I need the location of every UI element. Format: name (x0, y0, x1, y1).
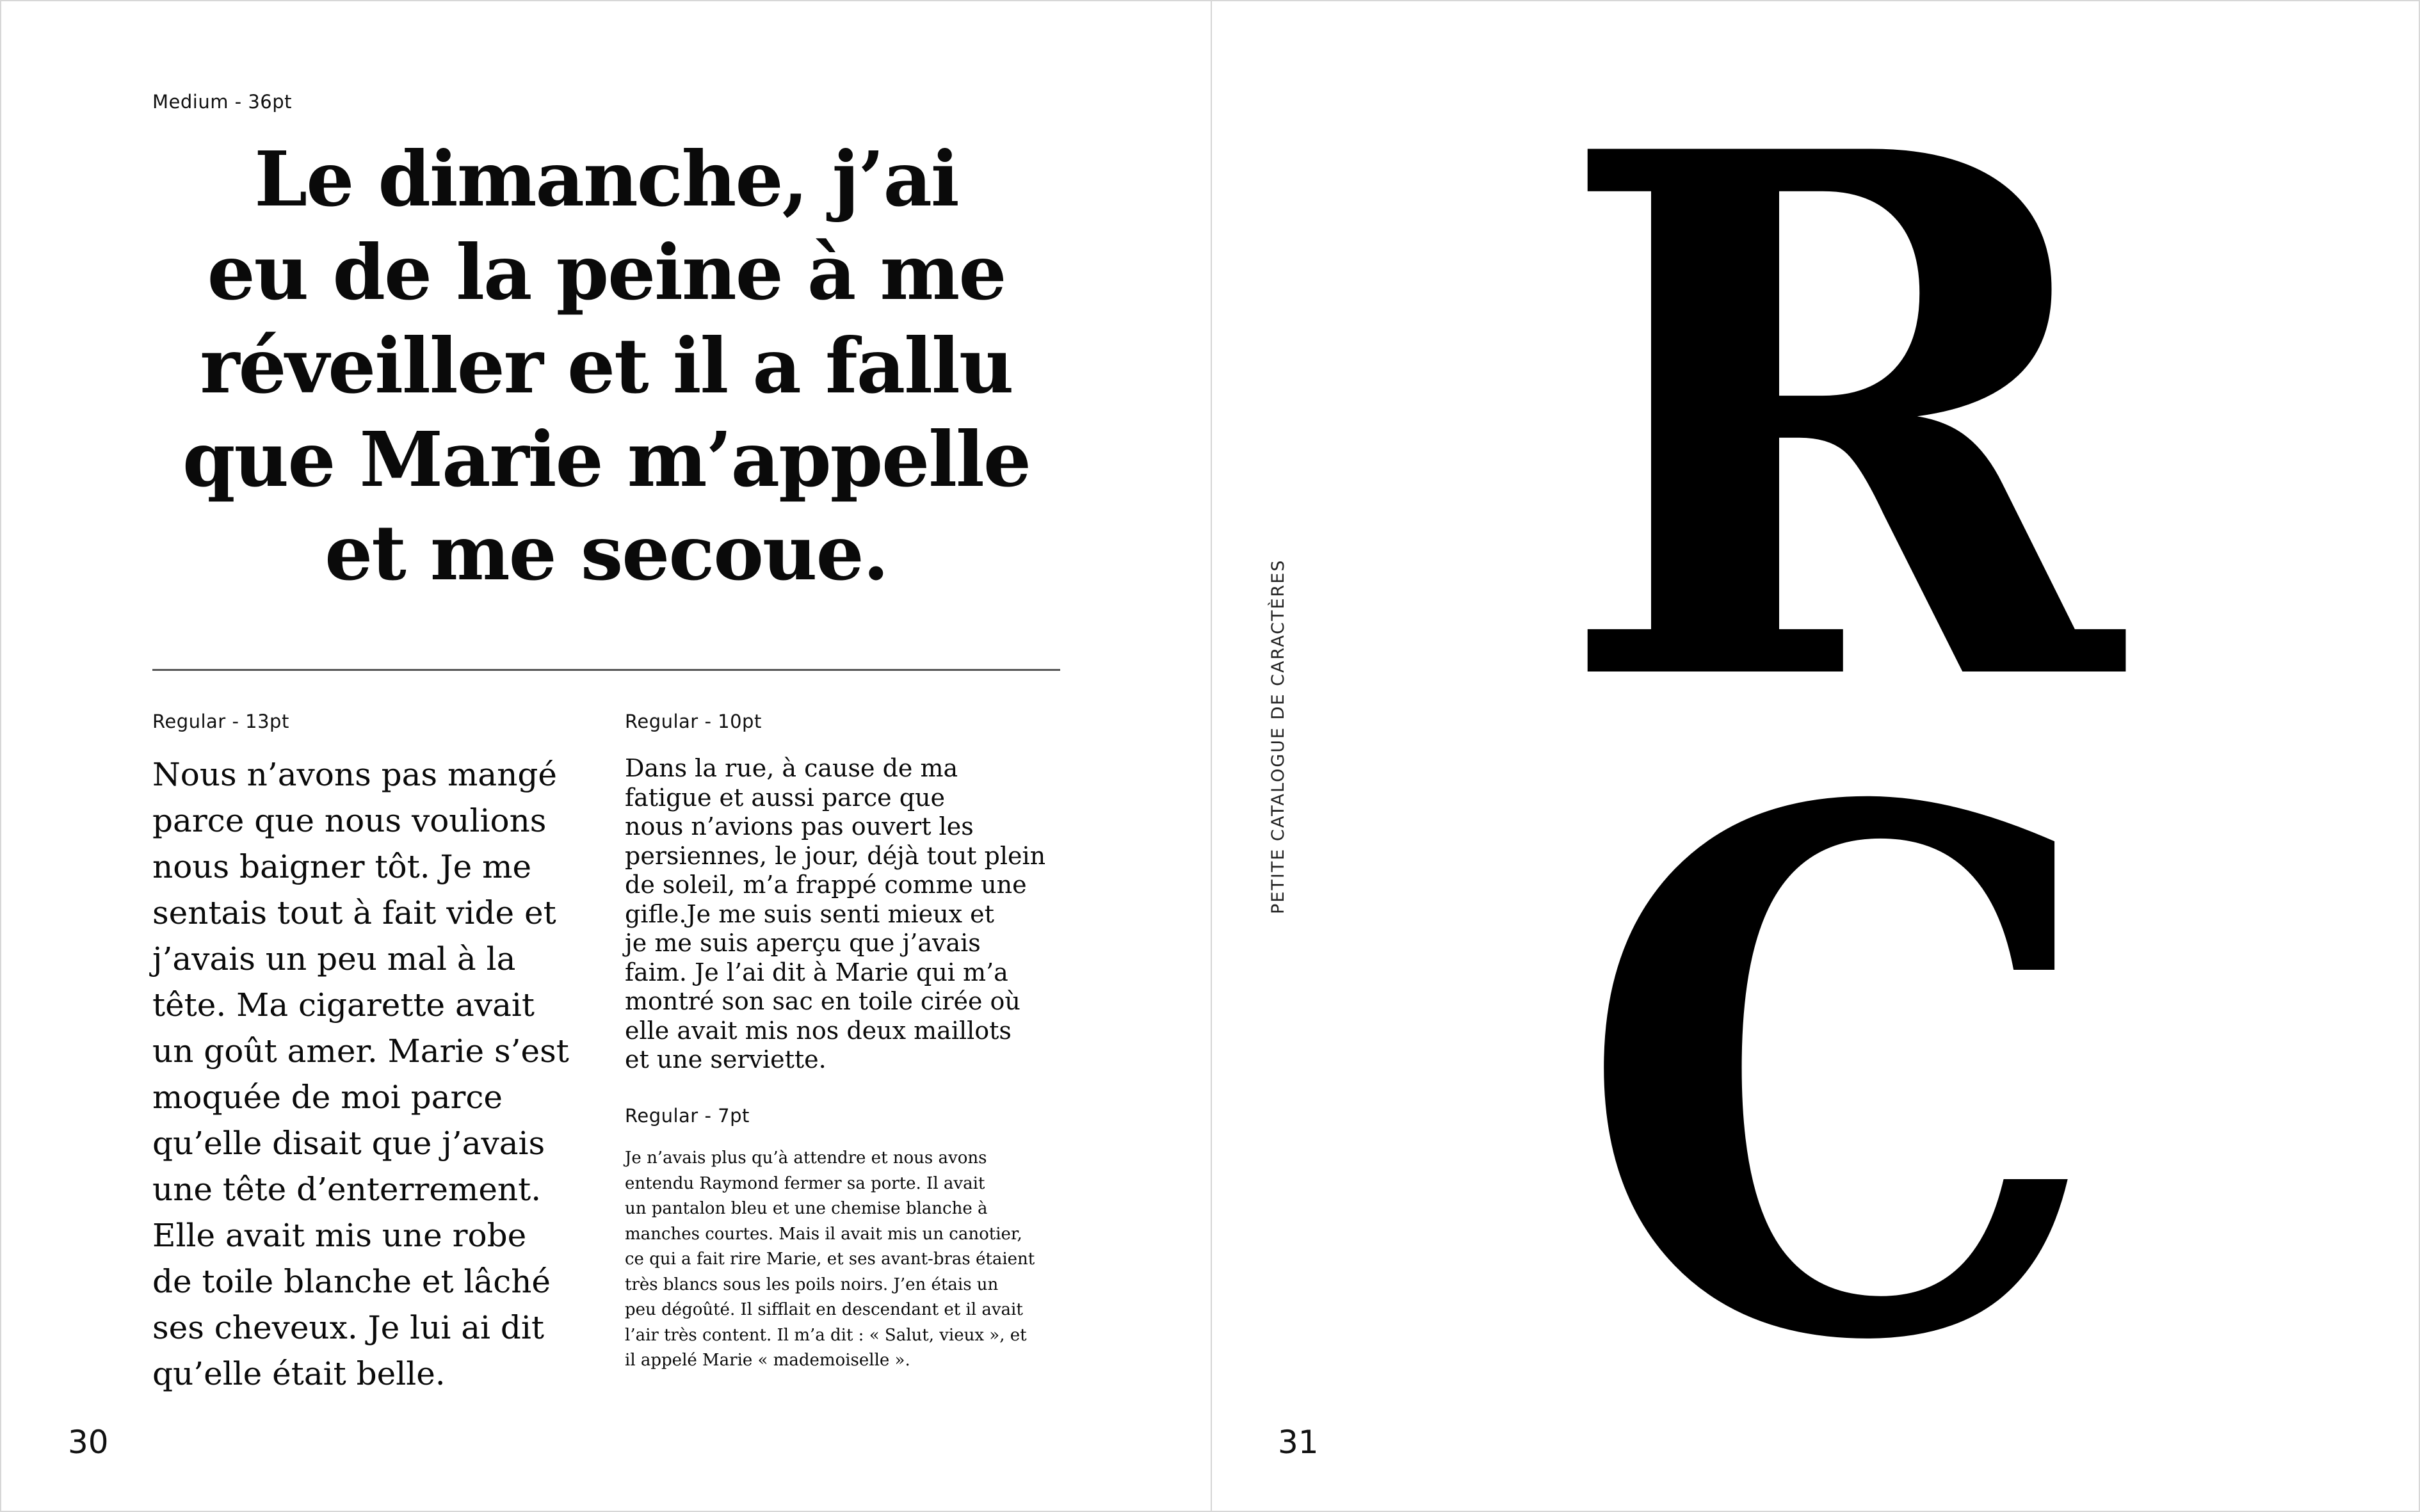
text-line: il appelé Marie « mademoiselle ». (625, 1351, 910, 1370)
text-line: fatigue et aussi parce que (625, 783, 945, 812)
headline-line: réveiller et il a fallu (200, 321, 1013, 410)
text-line: elle avait mis nos deux maillots (625, 1016, 1012, 1045)
text-line: ce qui a fait rire Marie, et ses avant-bras étaient (625, 1250, 1035, 1269)
text-line: tête. Ma cigarette avait (152, 986, 535, 1024)
text-line: gifle.Je me suis senti mieux et (625, 899, 994, 928)
text-line: montré son sac en toile cirée où (625, 987, 1020, 1015)
text-line: Nous n’avons pas mangé (152, 756, 558, 793)
text-line: ses cheveux. Je lui ai dit (152, 1309, 545, 1346)
text-line: faim. Je l’ai dit à Marie qui m’a (625, 958, 1008, 986)
text-line: très blancs sous les poils noirs. J’en étais un (625, 1275, 999, 1294)
specimen-text-10pt (625, 754, 1073, 1075)
specimen-headline (152, 133, 1060, 600)
left-page (1, 1, 1211, 1511)
horizontal-rule (152, 669, 1060, 671)
headline-line: Le dimanche, j’ai (254, 134, 958, 223)
text-line: de toile blanche et lâché (152, 1263, 551, 1300)
col2-size-label-7pt: Regular - 7pt (625, 1105, 750, 1127)
specimen-glyph-r: R (1555, 0, 2122, 841)
text-line: nous n’avions pas ouvert les (625, 812, 974, 840)
headline-line: et me secoue. (325, 508, 888, 597)
col1-size-label: Regular - 13pt (152, 711, 289, 732)
specimen-glyph-c: C (1576, 655, 2102, 1498)
text-line: sentais tout à fait vide et (152, 894, 556, 931)
page-number-right: 31 (1278, 1424, 1319, 1461)
specimen-text-7pt (625, 1146, 1073, 1374)
text-line: Dans la rue, à cause de ma (625, 754, 958, 782)
text-line: je me suis aperçu que j’avais (625, 929, 981, 957)
text-line: parce que nous voulions (152, 802, 547, 839)
text-line: Je n’avais plus qu’à attendre et nous avons (625, 1148, 987, 1168)
text-line: persiennes, le jour, déjà tout plein (625, 841, 1046, 870)
headline-line: que Marie m’appelle (182, 415, 1030, 504)
text-line: peu dégoûté. Il sifflait en descendant et il avait (625, 1300, 1023, 1319)
specimen-text-13pt (152, 752, 601, 1397)
text-line: l’air très content. Il m’a dit : « Salut, vieux », et (625, 1325, 1027, 1345)
text-line: nous baigner tôt. Je me (152, 848, 532, 885)
text-line: Elle avait mis une robe (152, 1217, 527, 1254)
right-page (1211, 1, 2420, 1511)
text-line: qu’elle disait que j’avais (152, 1125, 545, 1162)
text-line: un pantalon bleu et une chemise blanche à (625, 1199, 988, 1218)
text-line: j’avais un peu mal à la (152, 940, 516, 977)
text-line: une tête d’enterrement. (152, 1171, 542, 1208)
page-number-left: 30 (68, 1424, 109, 1461)
headline-size-label: Medium - 36pt (152, 91, 293, 113)
text-line: qu’elle était belle. (152, 1355, 446, 1392)
text-line: moquée de moi parce (152, 1079, 503, 1116)
text-line: entendu Raymond fermer sa porte. Il avait (625, 1173, 985, 1193)
col2-size-label-10pt: Regular - 10pt (625, 711, 762, 732)
text-line: et une serviette. (625, 1045, 827, 1074)
running-title: PETITE CATALOGUE DE CARACTÈRES (1268, 559, 1288, 914)
text-line: manches courtes. Mais il avait mis un canotier, (625, 1224, 1022, 1244)
text-line: un goût amer. Marie s’est (152, 1033, 569, 1070)
headline-line: eu de la peine à me (207, 228, 1006, 317)
text-line: de soleil, m’a frappé comme une (625, 871, 1027, 899)
